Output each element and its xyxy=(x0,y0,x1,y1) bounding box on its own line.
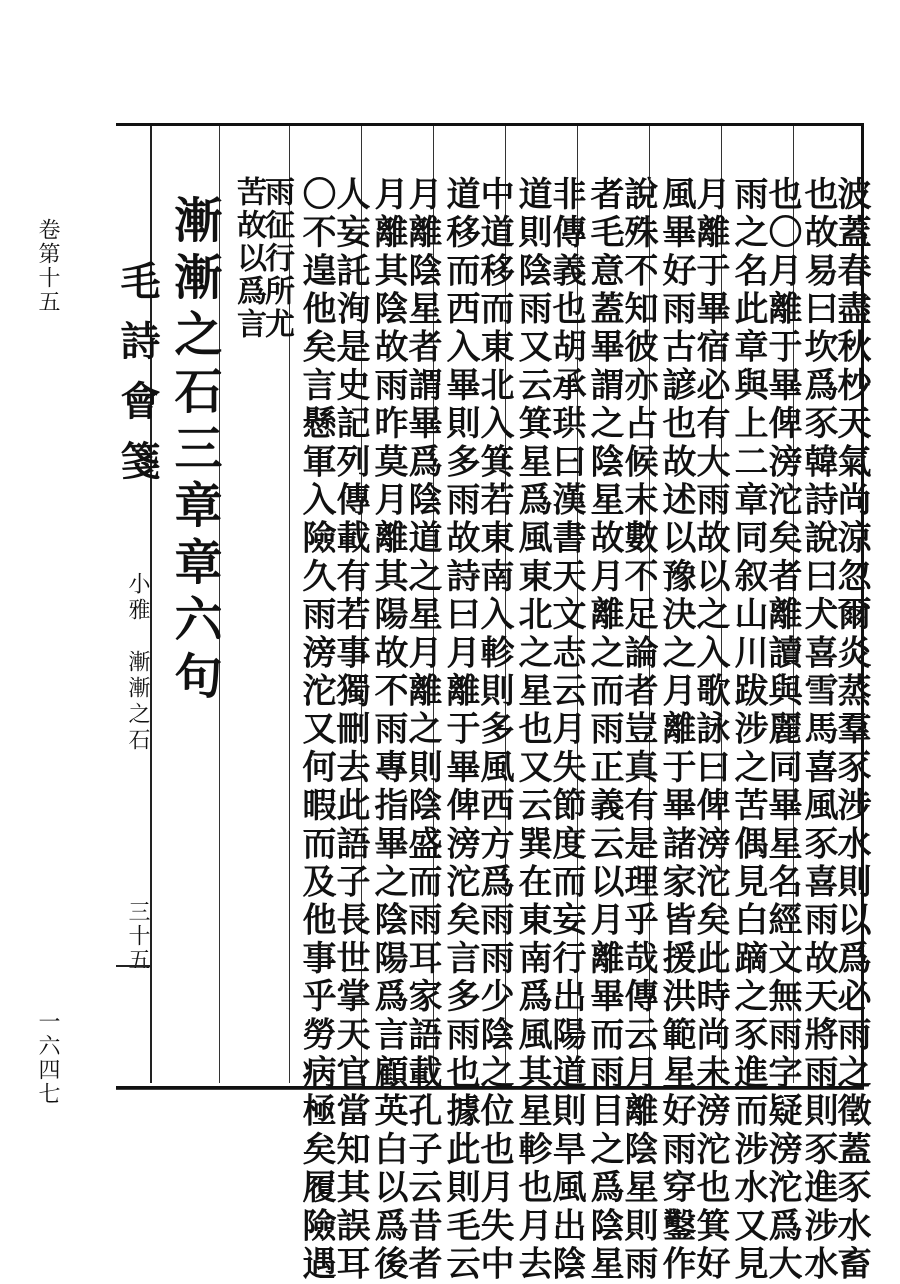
text-line: 說殊不知彼亦占候末數不足論者豈真有是理乎哉傳云月離陰星則雨 xyxy=(618,176,658,1284)
volume-label: 卷第十五 xyxy=(35,218,60,314)
text-line: 月離陰星者謂畢爲陰道之星月離之則陰盛而雨耳家語載孔子云昔者 xyxy=(402,176,442,1284)
text-column xyxy=(434,126,514,1284)
book-title: 毛詩會箋 xyxy=(114,260,161,500)
leaf-number: 三十五 xyxy=(125,900,150,972)
text-column xyxy=(506,126,586,1284)
text-column xyxy=(220,126,294,1083)
text-line: 道移而西入畢則多雨故詩曰月離于畢俾滂沱矣言多雨也據此則毛云 xyxy=(440,176,480,1284)
text-line: 人妄託洵是史記列傳載有若事獨刪去此語子長世掌天官當知其誤耳 xyxy=(330,176,370,1284)
text-line: 苦故以爲言 xyxy=(231,176,266,341)
text-column xyxy=(650,126,730,1284)
text-line: 道則陰雨又云箕星爲風東北之星也又云巽在東南爲風其星軫也月去 xyxy=(512,176,552,1284)
text-line: 〇不遑他矣言懸軍入險久雨滂沱又何暇而及他事乎勞病極矣履險遇 xyxy=(296,176,336,1284)
text-line: 也故易曰坎爲豕韓詩說曰犬喜雪馬喜風豕喜雨故天將雨則豕進涉水 xyxy=(798,176,838,1284)
chapter-heading: 漸漸之石三章章六句 xyxy=(166,195,222,708)
text-line: 波蓋春盡秋杪天氣尚涼忽爾炎蒸羣豕涉水則以爲必雨之徵蓋豕水畜 xyxy=(831,176,871,1284)
page-number: 一六四七 xyxy=(35,1010,60,1106)
text-line: 中道移而東北入箕若東南入軫則多風西方爲雨雨少陰之位也月失中 xyxy=(474,176,514,1284)
text-column xyxy=(722,126,802,1284)
text-column xyxy=(794,126,871,1284)
text-line: 雨之名此章與上二章同叙山川跋涉之苦偶見白蹢之豕進而涉水又見 xyxy=(728,176,768,1284)
text-line: 月離于畢宿必有大雨故以之入歌詠曰俾滂沱矣此時尚未滂沱也箕好 xyxy=(690,176,730,1284)
text-line: 非傳義也胡承珙曰漢書天文志云月失節度而妄行出陽道則旱風出陰 xyxy=(546,176,586,1284)
text-line: 月離其陰故雨昨莫月離其陽故不雨專指畢之陰陽爲言顧英白以爲後 xyxy=(368,176,408,1284)
text-line: 也〇月離于畢俾滂沱矣者離讀與麗同畢星名經文無雨字疑滂沱爲大 xyxy=(762,176,802,1284)
text-line: 風畢好雨古諺也故述以豫決之月離于畢諸家皆援洪範星好雨穿鑿作 xyxy=(656,176,696,1284)
text-line: 者毛意蓋畢謂之陰星故月離之而雨正義云以月離畢而雨目之爲陰星 xyxy=(584,176,624,1284)
text-column xyxy=(362,126,442,1284)
center-rule xyxy=(116,965,150,967)
section-label: 小雅 漸漸之石 xyxy=(125,572,150,754)
text-line: 雨征行所尤 xyxy=(259,176,294,341)
text-column xyxy=(290,126,370,1284)
text-column xyxy=(578,126,658,1284)
